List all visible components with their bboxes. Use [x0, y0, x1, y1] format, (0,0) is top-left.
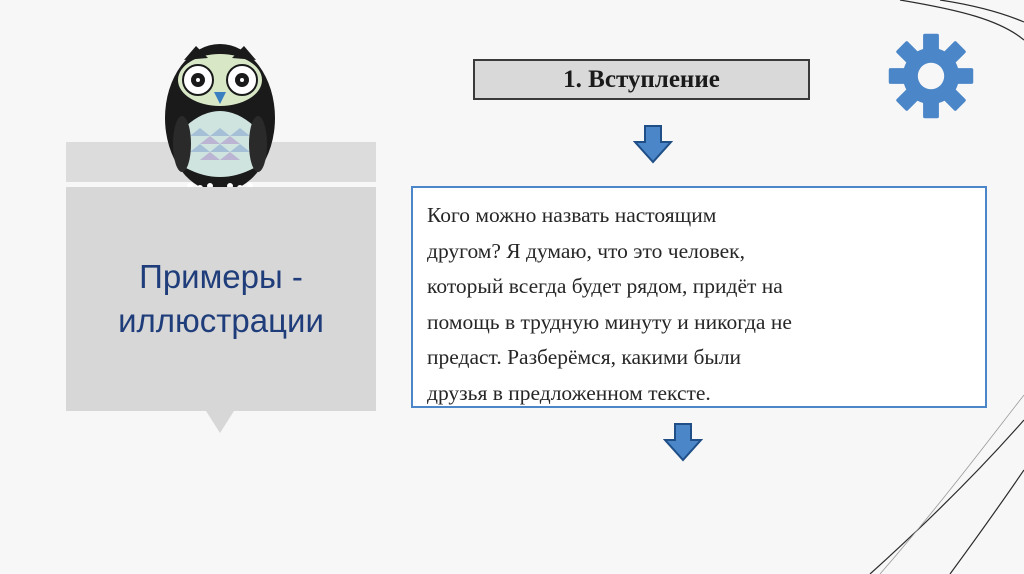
- panel-pointer: [206, 411, 234, 433]
- left-panel-title: Примеры - иллюстрации: [118, 258, 324, 339]
- section-title-box: [473, 59, 810, 100]
- gear-icon: [887, 32, 975, 120]
- intro-text: Кого можно назвать настоящим другом? Я думаю, что это человек, который всегда будет рядом, придёт на помощь в трудную минуту и никогда не предаст. Разберёмся, какими были друзья в предложенном тексте.: [427, 203, 792, 405]
- down-arrow-icon: [663, 422, 703, 462]
- down-arrow-icon: [633, 124, 673, 164]
- owl-illustration: [160, 36, 280, 196]
- intro-text-box: [411, 186, 987, 408]
- section-title: 1. Вступление: [563, 65, 720, 93]
- left-title-panel: [66, 187, 376, 411]
